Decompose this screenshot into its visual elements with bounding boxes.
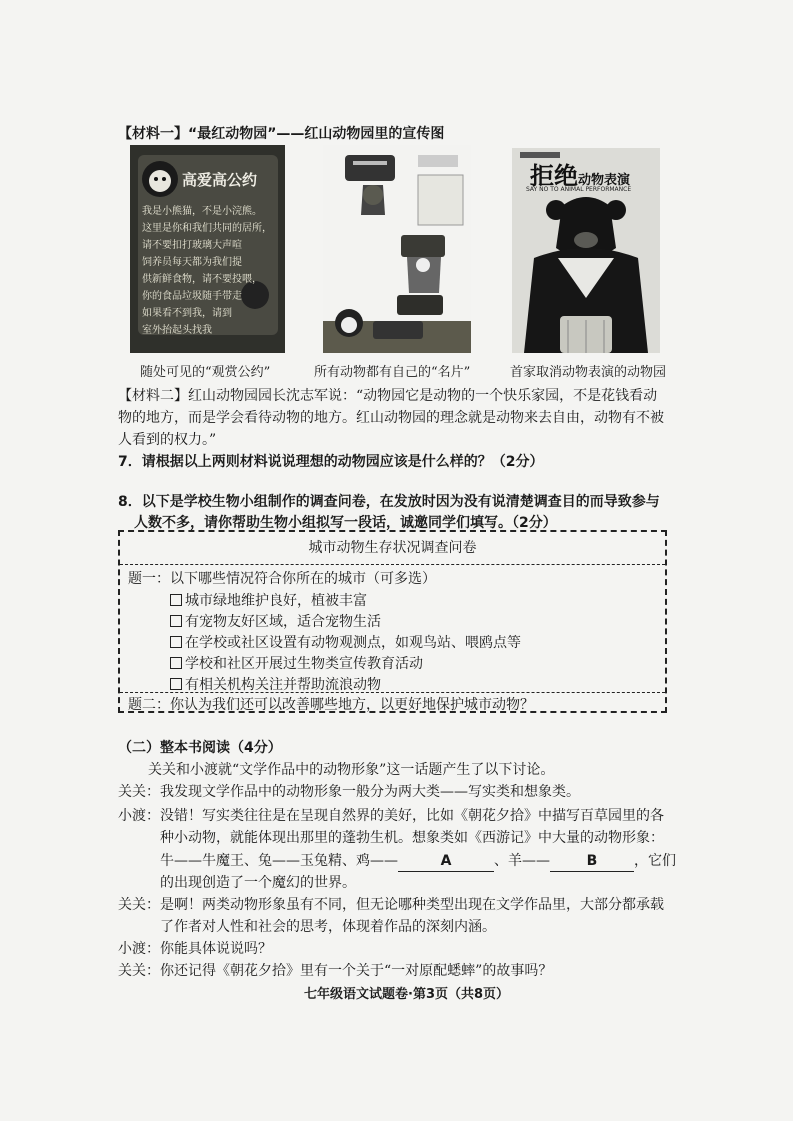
checkbox-icon[interactable] [170,657,182,669]
survey-option[interactable] [170,611,381,631]
poster1-line: 饲养员每天都为我们提 [142,257,242,268]
dialogue-line: 的出现创造了一个魔幻的世界。 [160,875,356,891]
poster1-line: 室外抬起头找我 [142,325,212,336]
checkbox-icon[interactable] [170,594,182,606]
section-2-heading: （二）整本书阅读（4分） [118,740,282,756]
section-2-intro: 关关和小渡就“文学作品中的动物形象”这一话题产生了以下讨论。 [148,762,555,778]
dialogue-text: 牛——牛魔王、兔——玉兔精、鸡—— [160,853,398,869]
poster3-title-small: 动物表演 [578,173,631,188]
checkbox-icon[interactable] [170,678,182,690]
survey-question-2: 题二：你认为我们还可以改善哪些地方，以更好地保护城市动物？ [128,697,534,713]
material2-line-3: 人看到的权力。” [118,432,217,448]
photo-animal-name-cards [323,145,471,353]
dialogue-line: 关关：我发现文学作品中的动物形象一般分为两大类——写实类和想象类。 [118,784,580,800]
material1-heading: 【材料一】“最红动物园”——红山动物园里的宣传图 [118,126,445,142]
survey-option-label: 学校和社区开展过生物类宣传教育活动 [185,656,423,672]
photo-viewing-convention [130,145,285,353]
dialogue-text: 、羊—— [494,853,550,869]
poster1-text [142,203,274,339]
poster1-line: 供新鲜食物，请不要投喂， [142,274,262,285]
question-7: 7．请根据以上两则材料说说理想的动物园应该是什么样的？（2分） [118,454,544,470]
poster1-line: 如果看不到我，请到 [142,308,232,319]
caption-animal-name-cards: 所有动物都有自己的“名片” [314,365,471,380]
question-8-line-1: 8．以下是学校生物小组制作的调查问卷，在发放时因为没有说清楚调查目的而导致参与 [118,494,660,510]
poster3-title-big: 拒绝 [530,162,578,190]
dialogue-line: 关关：是啊！两类动物形象虽有不同，但无论哪种类型出现在文学作品里，大部分都承载 [118,897,664,913]
dialogue-line-with-blanks [160,851,676,872]
dialogue-text: ，它们 [634,853,676,869]
caption-viewing-convention: 随处可见的“观赏公约” [140,365,271,380]
survey-question-1: 题一：以下哪些情况符合你所在的城市（可多选） [128,571,436,587]
survey-option[interactable] [170,632,521,652]
survey-option-label: 城市绿地维护良好，植被丰富 [185,593,367,609]
poster3-subtitle: SAY NO TO ANIMAL PERFORMANCE [526,186,632,193]
survey-option[interactable] [170,674,381,694]
caption-no-animal-performance: 首家取消动物表演的动物园 [510,365,667,380]
survey-divider [120,692,665,693]
checkbox-icon[interactable] [170,615,182,627]
survey-option-label: 有宠物友好区域，适合宠物生活 [185,614,381,630]
material2-line-2: 物的地方，而是学会看待动物的地方。红山动物园的理念就是动物来去自由，动物有不被 [118,410,664,426]
question-8-line-2: 人数不多，请你帮助生物小组拟写一段话，诚邀同学们填写。（2分） [134,515,557,531]
poster1-line: 你的食品垃圾随手带走 [142,291,242,302]
material2-line-1: 【材料二】红山动物园园长沈志军说：“动物园它是动物的一个快乐家园，不是花钱看动 [118,388,658,404]
photo-no-animal-performance [512,148,660,353]
dialogue-line: 小渡：没错！写实类往往是在呈现自然界的美好，比如《朝花夕拾》中描写百草园里的各 [118,808,664,824]
name-cards-image [323,145,471,353]
survey-title: 城市动物生存状况调查问卷 [120,532,665,565]
poster1-line: 我是小熊猫，不是小浣熊。 [142,206,262,217]
checkbox-icon[interactable] [170,636,182,648]
blank-b[interactable]: B [550,851,634,872]
blank-a[interactable]: A [398,851,494,872]
poster1-line: 请不要扣打玻璃大声喧 [142,240,242,251]
survey-option-label: 在学校或社区设置有动物观测点，如观鸟站、喂鸥点等 [185,635,521,651]
dialogue-line: 小渡：你能具体说说吗？ [118,941,272,957]
survey-option[interactable] [170,590,367,610]
dialogue-line: 了作者对人性和社会的思考，体现着作品的深刻内涵。 [160,919,496,935]
survey-option-label: 有相关机构关注并帮助流浪动物 [185,677,381,693]
survey-box [118,530,667,713]
dialogue-line: 种小动物，就能体现出那里的蓬勃生机。想象类如《西游记》中大量的动物形象： [160,830,664,846]
page-footer: 七年级语文试题卷·第3页（共8页） [304,987,510,1002]
dialogue-line: 关关：你还记得《朝花夕拾》里有一个关于“一对原配蟋蟀”的故事吗？ [118,963,553,979]
survey-option[interactable] [170,653,423,673]
poster1-line: 这里是你和我们共同的居所， [142,223,272,234]
poster1-title: 高爱高公约 [182,171,258,189]
